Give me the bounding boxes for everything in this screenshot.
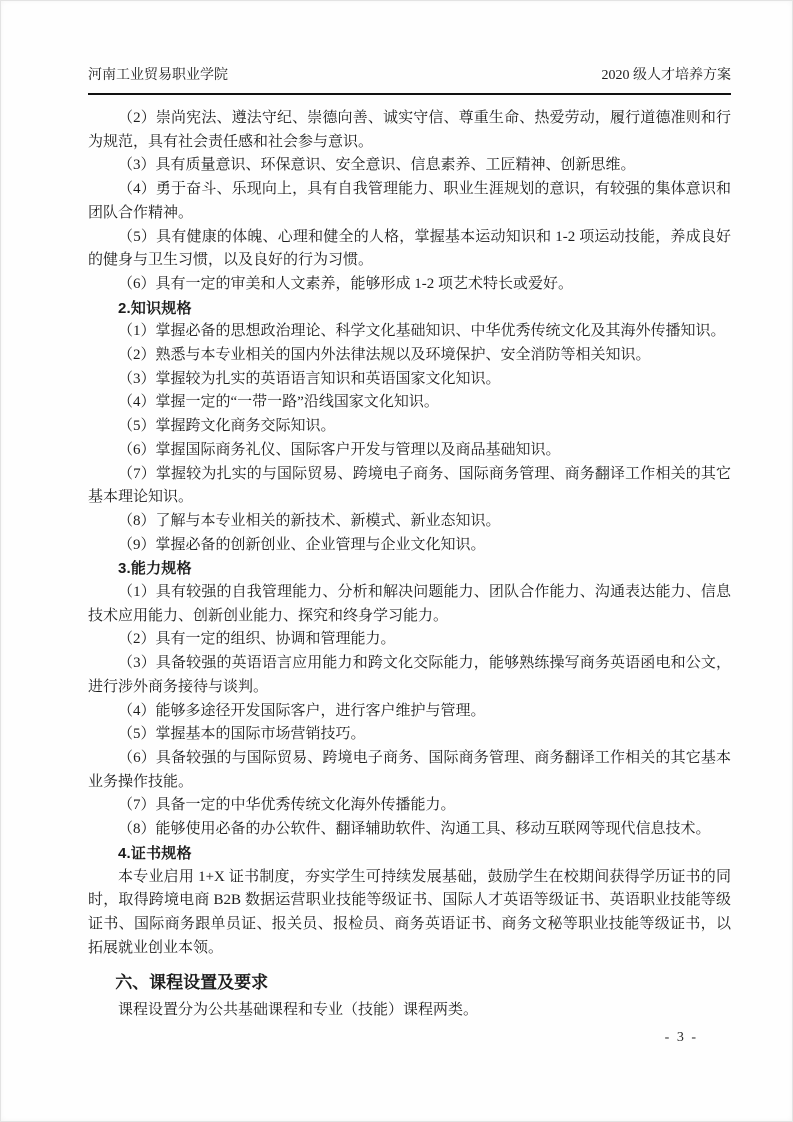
paragraph: （8）了解与本专业相关的新技术、新模式、新业态知识。: [118, 512, 501, 529]
section-heading: 六、课程设置及要求: [115, 973, 269, 993]
header-school-name: 河南工业贸易职业学院: [88, 68, 228, 83]
page-number: - 3 -: [664, 1030, 698, 1045]
paragraph: （3）具备较强的英语语言应用能力和跨文化交际能力，能够熟练操写商务英语函电和公文，进行涉外商务接待与谈判。: [88, 655, 731, 695]
paragraph: （7）具备一定的中华优秀传统文化海外传播能力。: [118, 797, 456, 814]
paragraph: （4）掌握一定的“一带一路”沿线国家文化知识。: [118, 394, 439, 411]
paragraph: 课程设置分为公共基础课程和专业（技能）课程两类。: [118, 1002, 479, 1019]
paragraph: （3）具有质量意识、环保意识、安全意识、信息素养、工匠精神、创新思维。: [118, 157, 636, 174]
paragraph: （1）掌握必备的思想政治理论、科学文化基础知识、中华优秀传统文化及其海外传播知识。: [118, 323, 726, 340]
header-plan-title: 2020 级人才培养方案: [601, 68, 731, 83]
paragraph: 本专业启用 1+X 证书制度，夯实学生可持续发展基础，鼓励学生在校期间获得学历证书的同时，取得跨境电商 B2B 数据运营职业技能等级证书、国际人才英语等级证书、英语职业技能等级证书、国际商务跟单员证、报关员、报检员、商务英语证书、商务文秘等职业技能等级证书，以拓展就业创业本领。: [88, 868, 731, 956]
paragraph: （5）掌握基本的国际市场营销技巧。: [118, 726, 366, 743]
paragraph: （7）掌握较为扎实的与国际贸易、跨境电子商务、国际商务管理、商务翻译工作相关的其它基本理论知识。: [88, 465, 731, 506]
paragraph: （9）掌握必备的创新创业、企业管理与企业文化知识。: [118, 536, 486, 553]
paragraph: （4）能够多途径开发国际客户，进行客户维护与管理。: [118, 702, 486, 719]
document-body: [88, 107, 731, 1023]
paragraph: （8）能够使用必备的办公软件、翻译辅助软件、沟通工具、移动互联网等现代信息技术。: [118, 821, 711, 838]
sub-heading: 4.证书规格: [118, 844, 192, 862]
paragraph: （5）掌握跨文化商务交际知识。: [118, 418, 336, 435]
paragraph: （6）具备较强的与国际贸易、跨境电子商务、国际商务管理、商务翻译工作相关的其它基本业务操作技能。: [88, 749, 731, 790]
paragraph: （1）具有较强的自我管理能力、分析和解决问题能力、团队合作能力、沟通表达能力、信息技术应用能力、创新创业能力、探究和终身学习能力。: [88, 584, 731, 624]
paragraph: （6）具有一定的审美和人文素养，能够形成 1-2 项艺术特长或爱好。: [118, 275, 573, 292]
paragraph: （5）具有健康的体魄、心理和健全的人格，掌握基本运动知识和 1-2 项运动技能，养成良好的健身与卫生习惯，以及良好的行为习惯。: [88, 228, 731, 269]
paragraph: （3）掌握较为扎实的英语语言知识和英语国家文化知识。: [118, 370, 501, 387]
paragraph: （2）熟悉与本专业相关的国内外法律法规以及环境保护、安全消防等相关知识。: [118, 347, 651, 364]
paragraph: （2）具有一定的组织、协调和管理能力。: [118, 631, 396, 648]
sub-heading: 2.知识规格: [118, 299, 192, 317]
paragraph: （6）掌握国际商务礼仪、国际客户开发与管理以及商品基础知识。: [118, 441, 561, 458]
paragraph: （2）崇尚宪法、遵法守纪、崇德向善、诚实守信、尊重生命、热爱劳动，履行道德准则和行为规范，具有社会责任感和社会参与意识。: [88, 110, 731, 150]
sub-heading: 3.能力规格: [118, 560, 192, 578]
page-header: [88, 66, 731, 95]
paragraph: （4）勇于奋斗、乐现向上，具有自我管理能力、职业生涯规划的意识，有较强的集体意识和团队合作精神。: [88, 181, 731, 221]
